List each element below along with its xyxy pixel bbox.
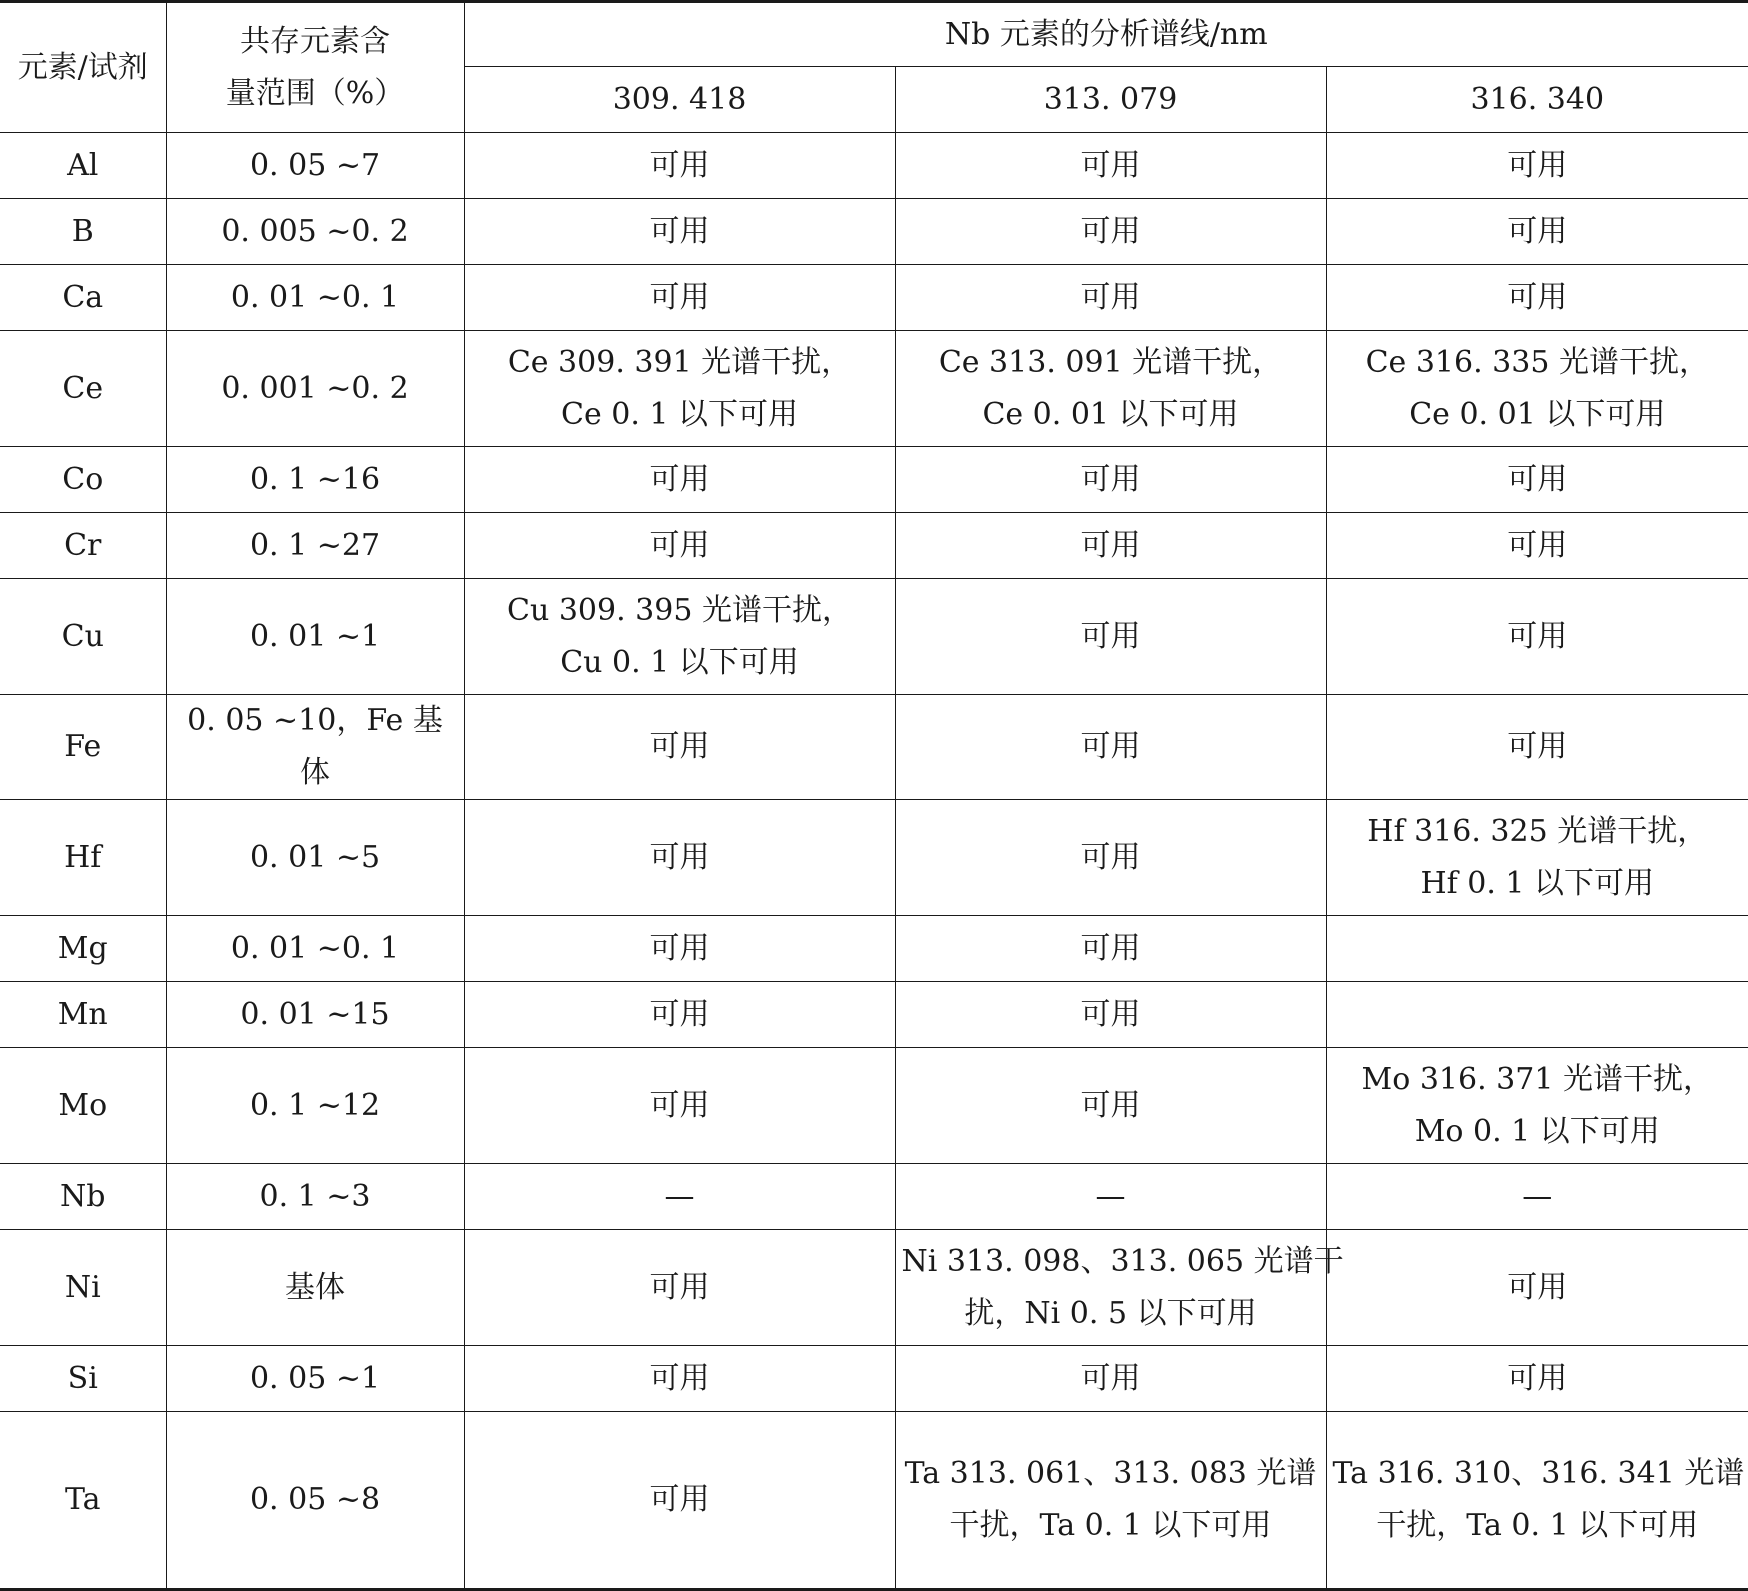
- cell-text-line: 可用: [1080, 839, 1141, 875]
- line-3-cell: [1326, 331, 1748, 447]
- cell-text-line: Hf 0. 1 以下可用: [1420, 865, 1655, 901]
- range-cell: 0. 01 ~0. 1: [166, 265, 464, 331]
- line-2-cell: [895, 1412, 1326, 1590]
- cell-text-line: 可用: [1507, 461, 1568, 497]
- range-cell: 0. 1 ~3: [166, 1164, 464, 1230]
- cell-text-line: 可用: [649, 1269, 710, 1305]
- cell-text-line: 干扰，Ta 0. 1 以下可用: [949, 1508, 1272, 1543]
- element-cell: Mn: [0, 982, 166, 1048]
- cell-text-line: 可用: [1507, 729, 1568, 764]
- line-2-cell: [895, 1164, 1326, 1230]
- cell-text-line: Mo 0. 1 以下可用: [1414, 1113, 1660, 1149]
- cell-text-line: 可用: [649, 461, 710, 497]
- line-1-cell: [464, 331, 895, 447]
- cell-text-line: 可用: [1507, 527, 1568, 563]
- cell-text-line: 可用: [649, 213, 710, 249]
- cell-text-line: 可用: [1080, 618, 1141, 654]
- cell-text-line: —: [1522, 1178, 1553, 1214]
- table-row: [0, 1230, 1748, 1346]
- cell-text-line: Ce 309. 391 光谱干扰，: [507, 344, 852, 380]
- cell-text-line: 可用: [649, 527, 710, 563]
- cell-text-line: 可用: [649, 147, 710, 183]
- range-cell: 0. 1 ~12: [166, 1048, 464, 1164]
- line-1-cell: [464, 1164, 895, 1230]
- element-cell: Ca: [0, 265, 166, 331]
- range-cell: 0. 001 ~0. 2: [166, 331, 464, 447]
- line-2-cell: [895, 916, 1326, 982]
- range-cell: 0. 01 ~1: [166, 579, 464, 695]
- table-row: [0, 982, 1748, 1048]
- line-3-cell: [1326, 199, 1748, 265]
- cell-text-line: Ta 313. 061、313. 083 光谱: [904, 1456, 1317, 1491]
- element-cell: Nb: [0, 1164, 166, 1230]
- element-cell: Si: [0, 1346, 166, 1412]
- line-3-cell: [1326, 1346, 1748, 1412]
- cell-text-line: 可用: [1507, 1269, 1568, 1305]
- line-2-cell: [895, 265, 1326, 331]
- line-1-cell: [464, 199, 895, 265]
- cell-text-line: 可用: [1080, 729, 1141, 764]
- line-2-cell: [895, 133, 1326, 199]
- cell-text-line: 可用: [1507, 279, 1568, 315]
- line-3-cell: [1326, 265, 1748, 331]
- table-row: [0, 265, 1748, 331]
- line-3-cell: [1326, 1412, 1748, 1590]
- element-cell: Ta: [0, 1412, 166, 1590]
- line-1-cell: [464, 579, 895, 695]
- line-2-cell: [895, 1230, 1344, 1346]
- table-row: [0, 1346, 1748, 1412]
- line-3-cell: [1326, 695, 1748, 800]
- table-row: [0, 916, 1748, 982]
- line-3-cell: [1326, 1164, 1748, 1230]
- table-row: [0, 800, 1748, 916]
- table-row: [0, 331, 1748, 447]
- line-3-cell: [1326, 133, 1748, 199]
- line-1-cell: [464, 513, 895, 579]
- element-cell: Mg: [0, 916, 166, 982]
- header-range-line1: 共存元素含: [240, 23, 390, 59]
- cell-text-line: 可用: [1080, 1360, 1141, 1396]
- range-cell: 0. 05 ~8: [166, 1412, 464, 1590]
- line-1-cell: [464, 133, 895, 199]
- line-1-cell: [464, 695, 895, 800]
- cell-text-line: 可用: [1080, 279, 1141, 315]
- element-cell: Ce: [0, 331, 166, 447]
- line-3-cell: [1326, 800, 1748, 916]
- header-line-1: 309. 418: [464, 67, 895, 133]
- line-1-cell: [464, 800, 895, 916]
- cell-text-line: 可用: [649, 279, 710, 315]
- range-cell: 0. 005 ~0. 2: [166, 199, 464, 265]
- line-2-cell: [895, 695, 1326, 800]
- line-2-cell: [895, 579, 1326, 695]
- header-line-3: 316. 340: [1326, 67, 1748, 133]
- element-cell: Co: [0, 447, 166, 513]
- line-1-cell: [464, 916, 895, 982]
- cell-text-line: Ce 0. 1 以下可用: [560, 396, 799, 432]
- cell-text-line: 可用: [1080, 930, 1141, 966]
- header-range-line2: 量范围（%）: [225, 75, 405, 111]
- line-2-cell: [895, 800, 1326, 916]
- element-cell: Cr: [0, 513, 166, 579]
- range-cell: 0. 1 ~27: [166, 513, 464, 579]
- table-body: [0, 133, 1748, 1590]
- table-row: [0, 1048, 1748, 1164]
- cell-text-line: 可用: [1507, 1360, 1568, 1396]
- cell-text-line: Hf 316. 325 光谱干扰，: [1367, 813, 1708, 849]
- range-cell: 0. 1 ~16: [166, 447, 464, 513]
- cell-text-line: 可用: [649, 996, 710, 1032]
- cell-text-line: Ta 316. 310、316. 341 光谱: [1332, 1456, 1745, 1491]
- cell-text-line: 可用: [1080, 213, 1141, 249]
- line-1-cell: [464, 1412, 895, 1590]
- line-2-cell: [895, 199, 1326, 265]
- cell-text-line: Ce 313. 091 光谱干扰，: [938, 344, 1283, 380]
- table-row: [0, 513, 1748, 579]
- cell-text-line: Cu 0. 1 以下可用: [560, 644, 799, 680]
- line-1-cell: [464, 1230, 895, 1346]
- element-cell: Al: [0, 133, 166, 199]
- cell-text-line: —: [1095, 1178, 1126, 1214]
- cell-text-line: 可用: [649, 930, 710, 966]
- cell-text-line: 可用: [649, 1482, 710, 1517]
- cell-text-line: Ce 0. 01 以下可用: [982, 396, 1239, 432]
- line-3-cell: [1326, 1230, 1748, 1346]
- range-cell: 0. 01 ~15: [166, 982, 464, 1048]
- line-1-cell: [464, 265, 895, 331]
- line-2-cell: [895, 447, 1326, 513]
- line-1-cell: [464, 1048, 895, 1164]
- cell-text-line: 干扰，Ta 0. 1 以下可用: [1376, 1508, 1699, 1543]
- cell-text-line: 可用: [649, 839, 710, 875]
- table-row: [0, 447, 1748, 513]
- element-cell: Ni: [0, 1230, 166, 1346]
- header-element: [0, 2, 166, 133]
- element-cell: B: [0, 199, 166, 265]
- line-2-cell: [895, 1346, 1326, 1412]
- cell-text-line: Ce 0. 01 以下可用: [1409, 396, 1666, 432]
- header-range: [166, 2, 464, 133]
- line-3-cell: [1326, 579, 1748, 695]
- range-cell: 0. 05 ~1: [166, 1346, 464, 1412]
- cell-text-line: 可用: [1507, 147, 1568, 183]
- line-3-cell: [1326, 447, 1748, 513]
- line-3-cell: [1326, 982, 1748, 1048]
- cell-text-line: 可用: [1507, 618, 1568, 654]
- cell-text-line: 可用: [1080, 996, 1141, 1032]
- table-row: [0, 579, 1748, 695]
- element-cell: Cu: [0, 579, 166, 695]
- cell-text-line: —: [664, 1178, 695, 1214]
- line-3-cell: [1326, 916, 1748, 982]
- table-row: [0, 199, 1748, 265]
- cell-text-line: 可用: [649, 1360, 710, 1396]
- header-line-2: 313. 079: [895, 67, 1326, 133]
- element-cell: Hf: [0, 800, 166, 916]
- range-cell: 基体: [166, 1230, 464, 1346]
- header-nb-lines-label: Nb 元素的分析谱线/nm: [944, 16, 1268, 52]
- line-2-cell: [895, 982, 1326, 1048]
- element-cell: Mo: [0, 1048, 166, 1164]
- line-3-cell: [1326, 1048, 1748, 1164]
- table-row: [0, 133, 1748, 199]
- line-2-cell: [895, 513, 1326, 579]
- cell-text-line: 可用: [1080, 527, 1141, 563]
- cell-text-line: 可用: [1080, 1087, 1141, 1123]
- cell-text-line: 可用: [1080, 147, 1141, 183]
- line-1-cell: [464, 1346, 895, 1412]
- cell-text-line: Mo 316. 371 光谱干扰，: [1361, 1061, 1713, 1097]
- range-cell: 0. 05 ~10，Fe 基体: [166, 695, 464, 800]
- element-cell: Fe: [0, 695, 166, 800]
- cell-text-line: 可用: [649, 1087, 710, 1123]
- cell-text-line: 扰，Ni 0. 5 以下可用: [964, 1295, 1257, 1331]
- cell-text-line: 可用: [1507, 213, 1568, 249]
- cell-text-line: 可用: [649, 729, 710, 764]
- table-row: [0, 1412, 1748, 1590]
- header-nb-lines: [464, 2, 1748, 67]
- cell-text-line: Cu 309. 395 光谱干扰，: [507, 592, 852, 628]
- cell-text-line: 可用: [1080, 461, 1141, 497]
- table-row: [0, 1164, 1748, 1230]
- range-cell: 0. 05 ~7: [166, 133, 464, 199]
- table-row: [0, 695, 1748, 800]
- line-2-cell: [895, 331, 1326, 447]
- header-element-label: 元素/试剂: [17, 49, 148, 85]
- line-2-cell: [895, 1048, 1326, 1164]
- cell-text-line: Ce 316. 335 光谱干扰，: [1365, 344, 1709, 380]
- line-1-cell: [464, 982, 895, 1048]
- line-1-cell: [464, 447, 895, 513]
- range-cell: 0. 01 ~5: [166, 800, 464, 916]
- range-cell: 0. 01 ~0. 1: [166, 916, 464, 982]
- cell-text-line: Ni 313. 098、313. 065 光谱干: [901, 1243, 1344, 1279]
- line-3-cell: [1326, 513, 1748, 579]
